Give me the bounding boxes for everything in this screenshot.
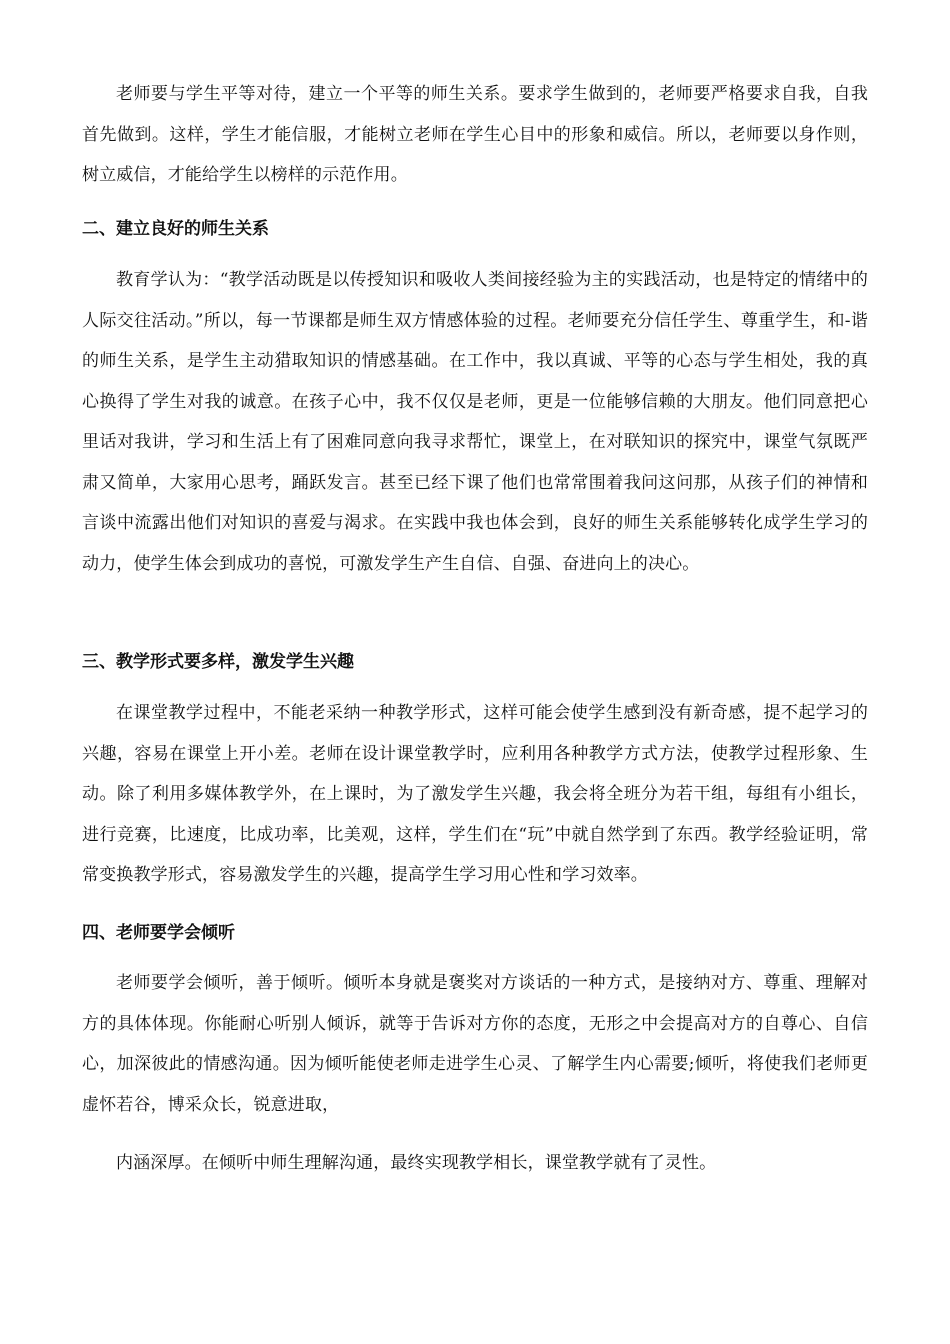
paragraph-teacher-equality: 老师要与学生平等对待，建立一个平等的师生关系。要求学生做到的，老师要严格要求自我，自我首先做到。这样，学生才能信服，才能树立老师在学生心目中的形象和威信。所以，老师要以身作则，树立威信，才能给学生以榜样的示范作用。 bbox=[82, 84, 868, 185]
heading-good-relationship: 二、建立良好的师生关系 bbox=[82, 219, 269, 239]
paragraph-listening: 老师要学会倾听，善于倾听。倾听本身就是褒奖对方谈话的一种方式，是接纳对方、尊重、理解对方的具体体现。你能耐心听别人倾诉，就等于告诉对方你的态度，无形之中会提高对方的自尊心、自信心，加深彼此的情感沟通。因为倾听能使老师走进学生心灵、了解学生内心需要;倾听，将使我们老师更虚怀若谷，博采众长，锐意进取， bbox=[82, 973, 868, 1115]
heading-diverse-teaching: 三、教学形式要多样，激发学生兴趣 bbox=[82, 652, 354, 672]
paragraph-teaching-forms: 在课堂教学过程中，不能老采纳一种教学形式，这样可能会使学生感到没有新奇感，提不起学习的兴趣，容易在课堂上开小差。老师在设计课堂教学时，应利用各种教学方式方法，使教学过程形象、生动。除了利用多媒体教学外，在上课时，为了激发学生兴趣，我会将全班分为若干组，每组有小组长，进行竞赛，比速度，比成功率，比美观，这样，学生们在“玩”中就自然学到了东西。教学经验证明，常常变换教学形式，容易激发学生的兴趣，提高学生学习用心性和学习效率。 bbox=[82, 703, 868, 885]
paragraph-teacher-student-relationship: 教育学认为：“教学活动既是以传授知识和吸收人类间接经验为主的实践活动，也是特定的情绪中的人际交往活动。”所以，每一节课都是师生双方情感体验的过程。老师要充分信任学生、尊重学生，和-谐的师生关系，是学生主动猎取知识的情感基础。在工作中，我以真诚、平等的心态与学生相处，我的真心换得了学生对我的诚意。在孩子心中，我不仅仅是老师，更是一位能够信赖的大朋友。他们同意把心里话对我讲，学习和生活上有了困难同意向我寻求帮忙，课堂上，在对联知识的探究中，课堂气氛既严肃又简单，大家用心思考，踊跃发言。甚至已经下课了他们也常常围着我问这问那，从孩子们的神情和言谈中流露出他们对知识的喜爱与渴求。在实践中我也体会到，良好的师生关系能够转化成学生学习的动力，使学生体会到成功的喜悦，可激发学生产生自信、自强、奋进向上的决心。 bbox=[82, 270, 868, 574]
heading-learn-to-listen: 四、老师要学会倾听 bbox=[82, 923, 235, 943]
paragraph-listening-conclusion: 内涵深厚。在倾听中师生理解沟通，最终实现教学相长，课堂教学就有了灵性。 bbox=[116, 1153, 717, 1173]
